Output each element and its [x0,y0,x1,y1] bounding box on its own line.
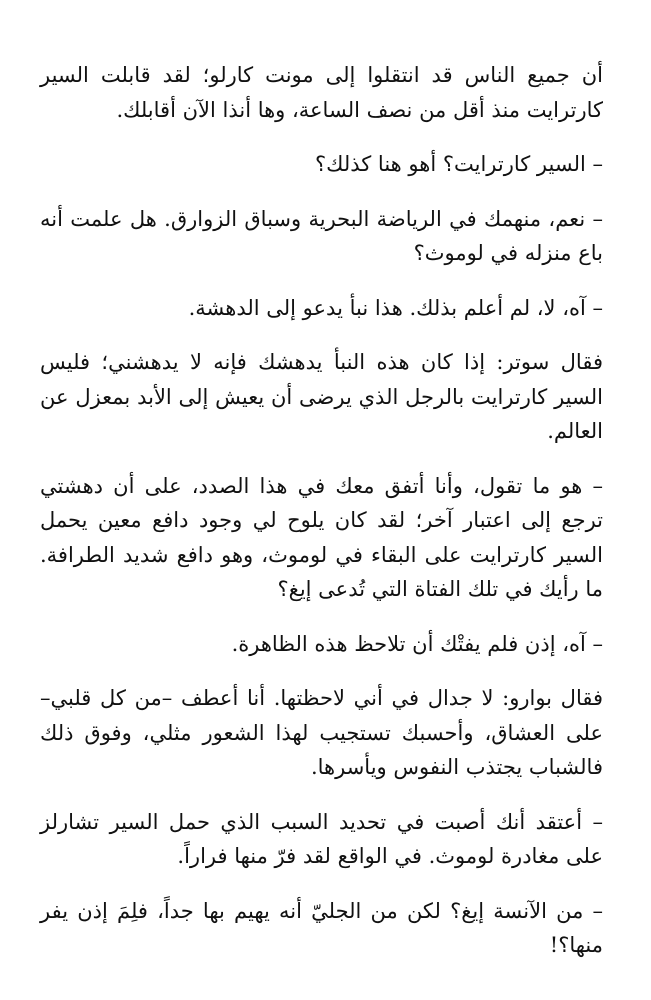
paragraph-2: – السير كارترايت؟ أهو هنا كذلك؟ [314,152,603,176]
paragraph-1: أن جميع الناس قد انتقلوا إلى مونت كارلو؛ لقد قابلت السير كارترايت منذ أقل من نصف الساعة، وها أنذا الآن أقابلك. [40,63,603,122]
book-page [40,58,603,983]
paragraph-9: – أعتقد أنك أصبت في تحديد السبب الذي حمل السير تشارلز على مغادرة لوموث. في الواقع لقد فرّ منها فراراً. [40,809,603,868]
paragraph-10: – من الآنسة إيغ؟ لكن من الجليّ أنه يهيم بها جداً، فلِمَ إذن يفر منها؟! [40,898,603,957]
paragraph-5: فقال سوتر: إذا كان هذه النبأ يدهشك فإنه لا يدهشني؛ فليس السير كارترايت بالرجل الذي يرضى أن يعيش إلى الأبد بمعزل عن العالم. [40,350,603,443]
paragraph-7: – آه، إذن فلم يفتْك أن تلاحظ هذه الظاهرة. [231,631,603,656]
paragraph-4: – آه، لا، لم أعلم بذلك. هذا نبأ يدعو إلى الدهشة. [188,295,603,320]
paragraph-3: – نعم، منهمك في الرياضة البحرية وسباق الزوارق. هل علمت أنه باع منزله في لوموث؟ [40,206,603,265]
paragraph-6: – هو ما تقول، وأنا أتفق معك في هذا الصدد، على أن دهشتي ترجع إلى اعتبار آخر؛ لقد كان يلوح لي وجود دافع معين يحمل السير كارترايت على البقاء في لوموث، وهو دافع شديد الطرافة. ما رأيك في تلك الفتاة التي تُدعى إيغ؟ [40,473,603,601]
paragraph-8: فقال بوارو: لا جدال في أني لاحظتها. أنا أعطف –من كل قلبي– على العشاق، وأحسبك تستجيب لهذا الشعور مثلي، وفوق ذلك فالشباب يجتذب النفوس ويأسرها. [40,686,603,779]
